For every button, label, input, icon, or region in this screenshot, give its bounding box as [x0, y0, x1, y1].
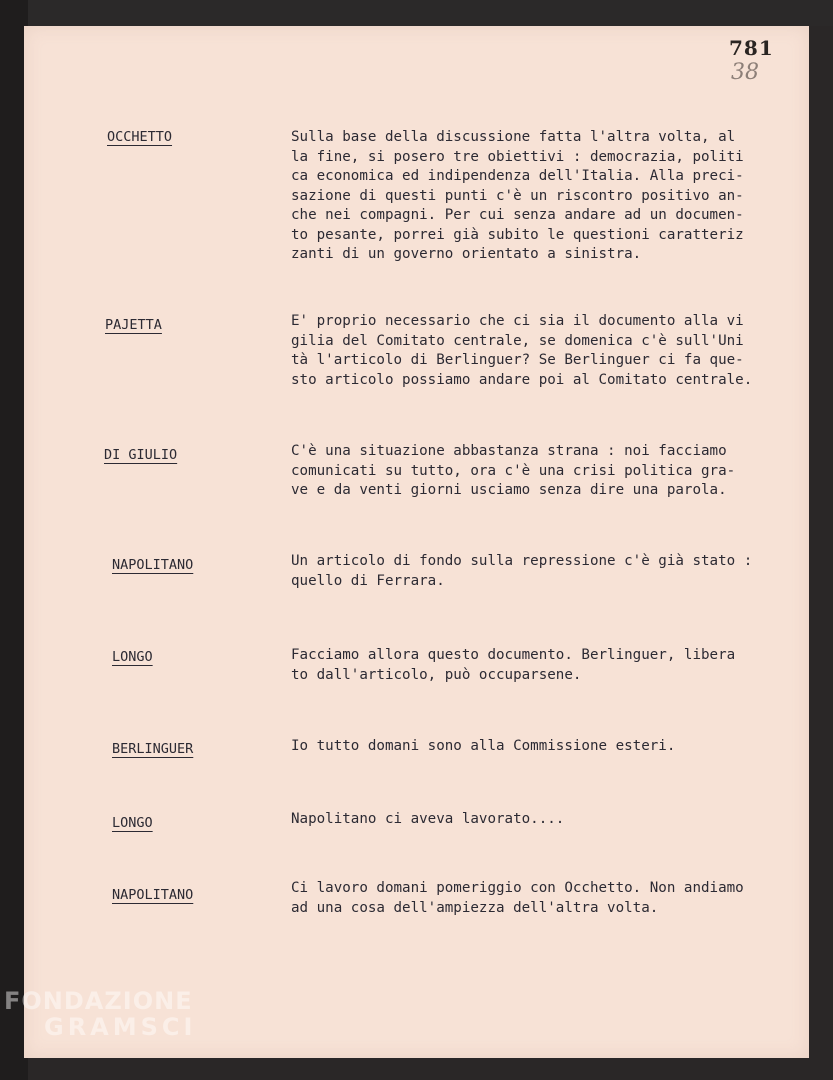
speaker-name: LONGO	[112, 649, 153, 665]
speech-line: tà l'articolo di Berlinguer? Se Berlinguer ci fa que-	[291, 352, 744, 368]
watermark-line-1: FONDAZIONE	[4, 987, 193, 1015]
speech-line: Facciamo allora questo documento. Berlinguer, libera	[291, 647, 736, 663]
speech-line: ad una cosa dell'ampiezza dell'altra volta.	[291, 899, 659, 916]
speech-text	[291, 879, 801, 918]
speech-line: gilia del Comitato centrale, se domenica c'è sull'Uni	[291, 332, 744, 349]
speech-line: ca economica ed indipendenza dell'Italia. Alla preci-	[291, 168, 744, 184]
handwritten-page-number: 38	[731, 60, 759, 85]
speech-line: to dall'articolo, può occuparsene.	[291, 666, 582, 683]
speech-line: ve e da venti giorni usciamo senza dire una parola.	[291, 482, 727, 498]
speech-text	[291, 442, 801, 501]
speech-line: Sulla base della discussione fatta l'altra volta, al	[291, 129, 736, 145]
speaker-name: BERLINGUER	[112, 741, 194, 757]
speech-line: quello di Ferrara.	[291, 572, 445, 589]
speech-line: la fine, si posero tre obiettivi : democrazia, politi	[291, 148, 744, 165]
speech-line: Un articolo di fondo sulla repressione c'è già stato :	[291, 553, 753, 569]
speaker-name: NAPOLITANO	[112, 557, 194, 573]
page-number: 781	[729, 36, 774, 60]
archive-watermark-logo	[4, 988, 196, 1040]
speech-text	[291, 810, 801, 830]
speaker-name: DI GIULIO	[104, 447, 178, 463]
speaker-name: PAJETTA	[105, 317, 162, 333]
speech-line: zanti di un governo orientato a sinistra.	[291, 246, 642, 262]
scanner-background-top	[0, 0, 833, 26]
speech-line: sto articolo possiamo andare poi al Comitato centrale.	[291, 371, 753, 388]
speech-line: E' proprio necessario che ci sia il documento alla vi	[291, 313, 744, 329]
speech-line: Ci lavoro domani pomeriggio con Occhetto. Non andiamo	[291, 880, 744, 896]
speaker-name: LONGO	[112, 815, 153, 831]
speech-text	[291, 128, 801, 265]
speech-text	[291, 737, 801, 757]
speech-line: sazione di questi punti c'è un riscontro positivo an-	[291, 187, 744, 204]
speaker-name: NAPOLITANO	[112, 887, 194, 903]
speech-text	[291, 646, 801, 685]
speech-line: C'è una situazione abbastanza strana : noi facciamo	[291, 443, 727, 459]
watermark-line-2: GRAMSCI	[44, 1013, 197, 1041]
speech-text	[291, 552, 801, 591]
speech-line: Io tutto domani sono alla Commissione esteri.	[291, 738, 676, 754]
speaker-name: OCCHETTO	[107, 129, 173, 145]
speech-line: to pesante, porrei già subito le questioni caratteriz	[291, 226, 744, 243]
speech-line: che nei compagni. Per cui senza andare ad un documen-	[291, 207, 744, 223]
speech-line: comunicati su tutto, ora c'è una crisi politica gra-	[291, 462, 736, 479]
speech-text	[291, 312, 801, 390]
speech-line: Napolitano ci aveva lavorato....	[291, 811, 565, 827]
